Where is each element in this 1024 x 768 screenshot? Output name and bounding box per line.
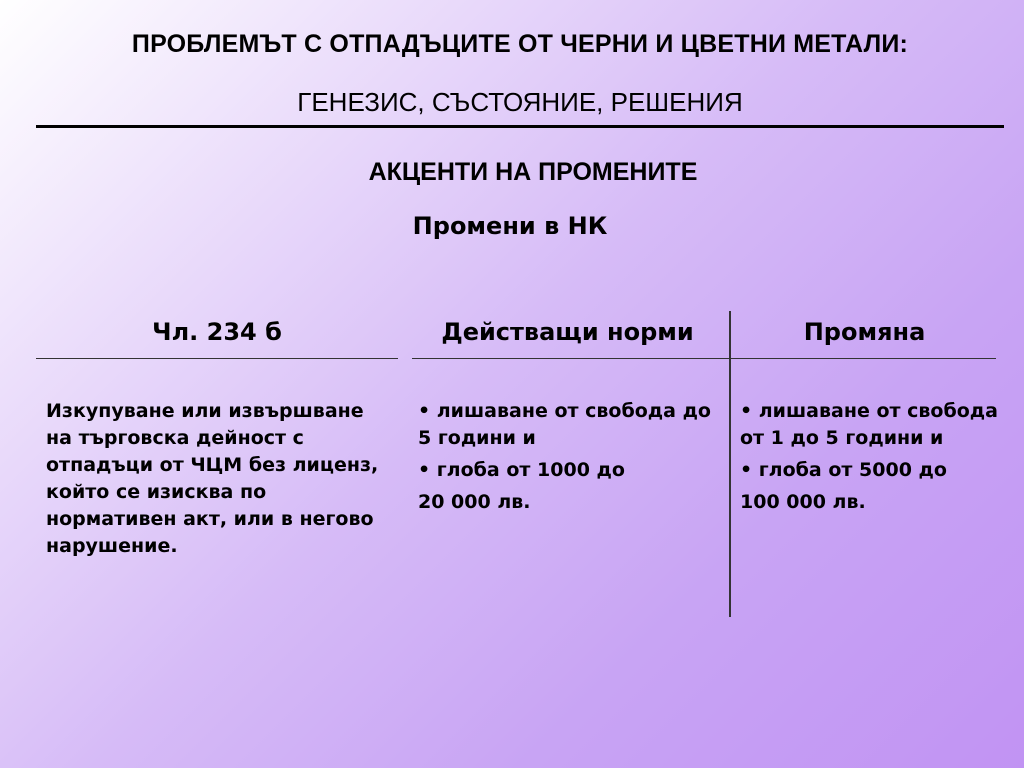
slide-subtitle: ГЕНЕЗИС, СЪСТОЯНИЕ, РЕШЕНИЯ	[297, 87, 743, 117]
column-header-article: Чл. 234 б	[152, 318, 282, 346]
column-header-current-norms: Действащи норми	[441, 318, 694, 346]
change-item: 100 000 лв.	[740, 491, 866, 513]
section-subheading: Промени в НК	[412, 212, 608, 240]
article-description: Изкупуване или извършване на търговска дейност с отпадъци от ЧЦМ без лиценз, който се изисква по нормативен акт, или в негово нарушение.	[46, 400, 379, 557]
column-header-change: Промяна	[803, 318, 926, 346]
article-description-cell	[46, 398, 391, 560]
change-item: • глоба от 5000 до	[740, 459, 947, 481]
header-underline-left	[36, 358, 398, 359]
column-divider	[729, 311, 731, 617]
title-divider	[36, 125, 1004, 128]
slide-title: ПРОБЛЕМЪТ С ОТПАДЪЦИТЕ ОТ ЧЕРНИ И ЦВЕТНИ МЕТАЛИ:	[131, 30, 909, 58]
current-norm-item: • лишаване от свобода до 5 години и	[418, 400, 711, 449]
header-underline-right	[412, 358, 996, 359]
change-item: • лишаване от свобода от 1 до 5 години и	[740, 400, 998, 449]
change-cell	[740, 398, 1002, 521]
current-norm-item: 20 000 лв.	[418, 491, 531, 513]
current-norm-item: • глоба от 1000 до	[418, 459, 625, 481]
current-norms-cell	[418, 398, 723, 521]
section-heading: АКЦЕНТИ НА ПРОМЕНИТЕ	[368, 158, 698, 186]
